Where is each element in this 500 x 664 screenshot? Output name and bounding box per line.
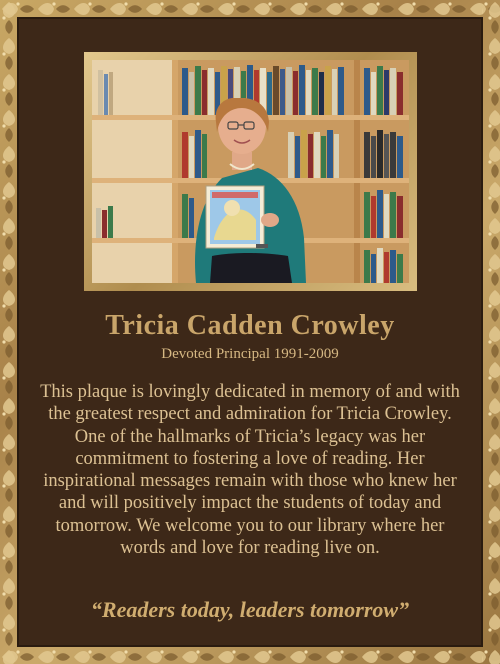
dedication-line: words and love for reading live on. [120,538,380,559]
portrait-illustration [92,60,409,283]
dedication-text [24,381,476,559]
dedication-line: This plaque is lovingly dedicated in memory of and with [40,382,460,402]
photo-frame [84,52,417,291]
dedication-line: tomorrow. We welcome you to our library where her [55,515,445,536]
dedication-line: and will positively impact the students of today and [58,493,442,514]
honoree-title: Devoted Principal 1991-2009 [161,346,339,362]
dedication-line: the greatest respect and admiration for Tricia Crowley. [48,404,452,425]
honoree-name: Tricia Cadden Crowley [105,310,395,341]
portrait-photo [92,60,409,283]
dedication-line: commitment to fostering a love of reading. Her [75,448,425,469]
dedication-line: One of the hallmarks of Tricia’s legacy was her [74,426,426,447]
motto-quote: “Readers today, leaders tomorrow” [90,597,410,622]
dedication-line: inspirational messages remain with those who knew her [43,471,457,492]
